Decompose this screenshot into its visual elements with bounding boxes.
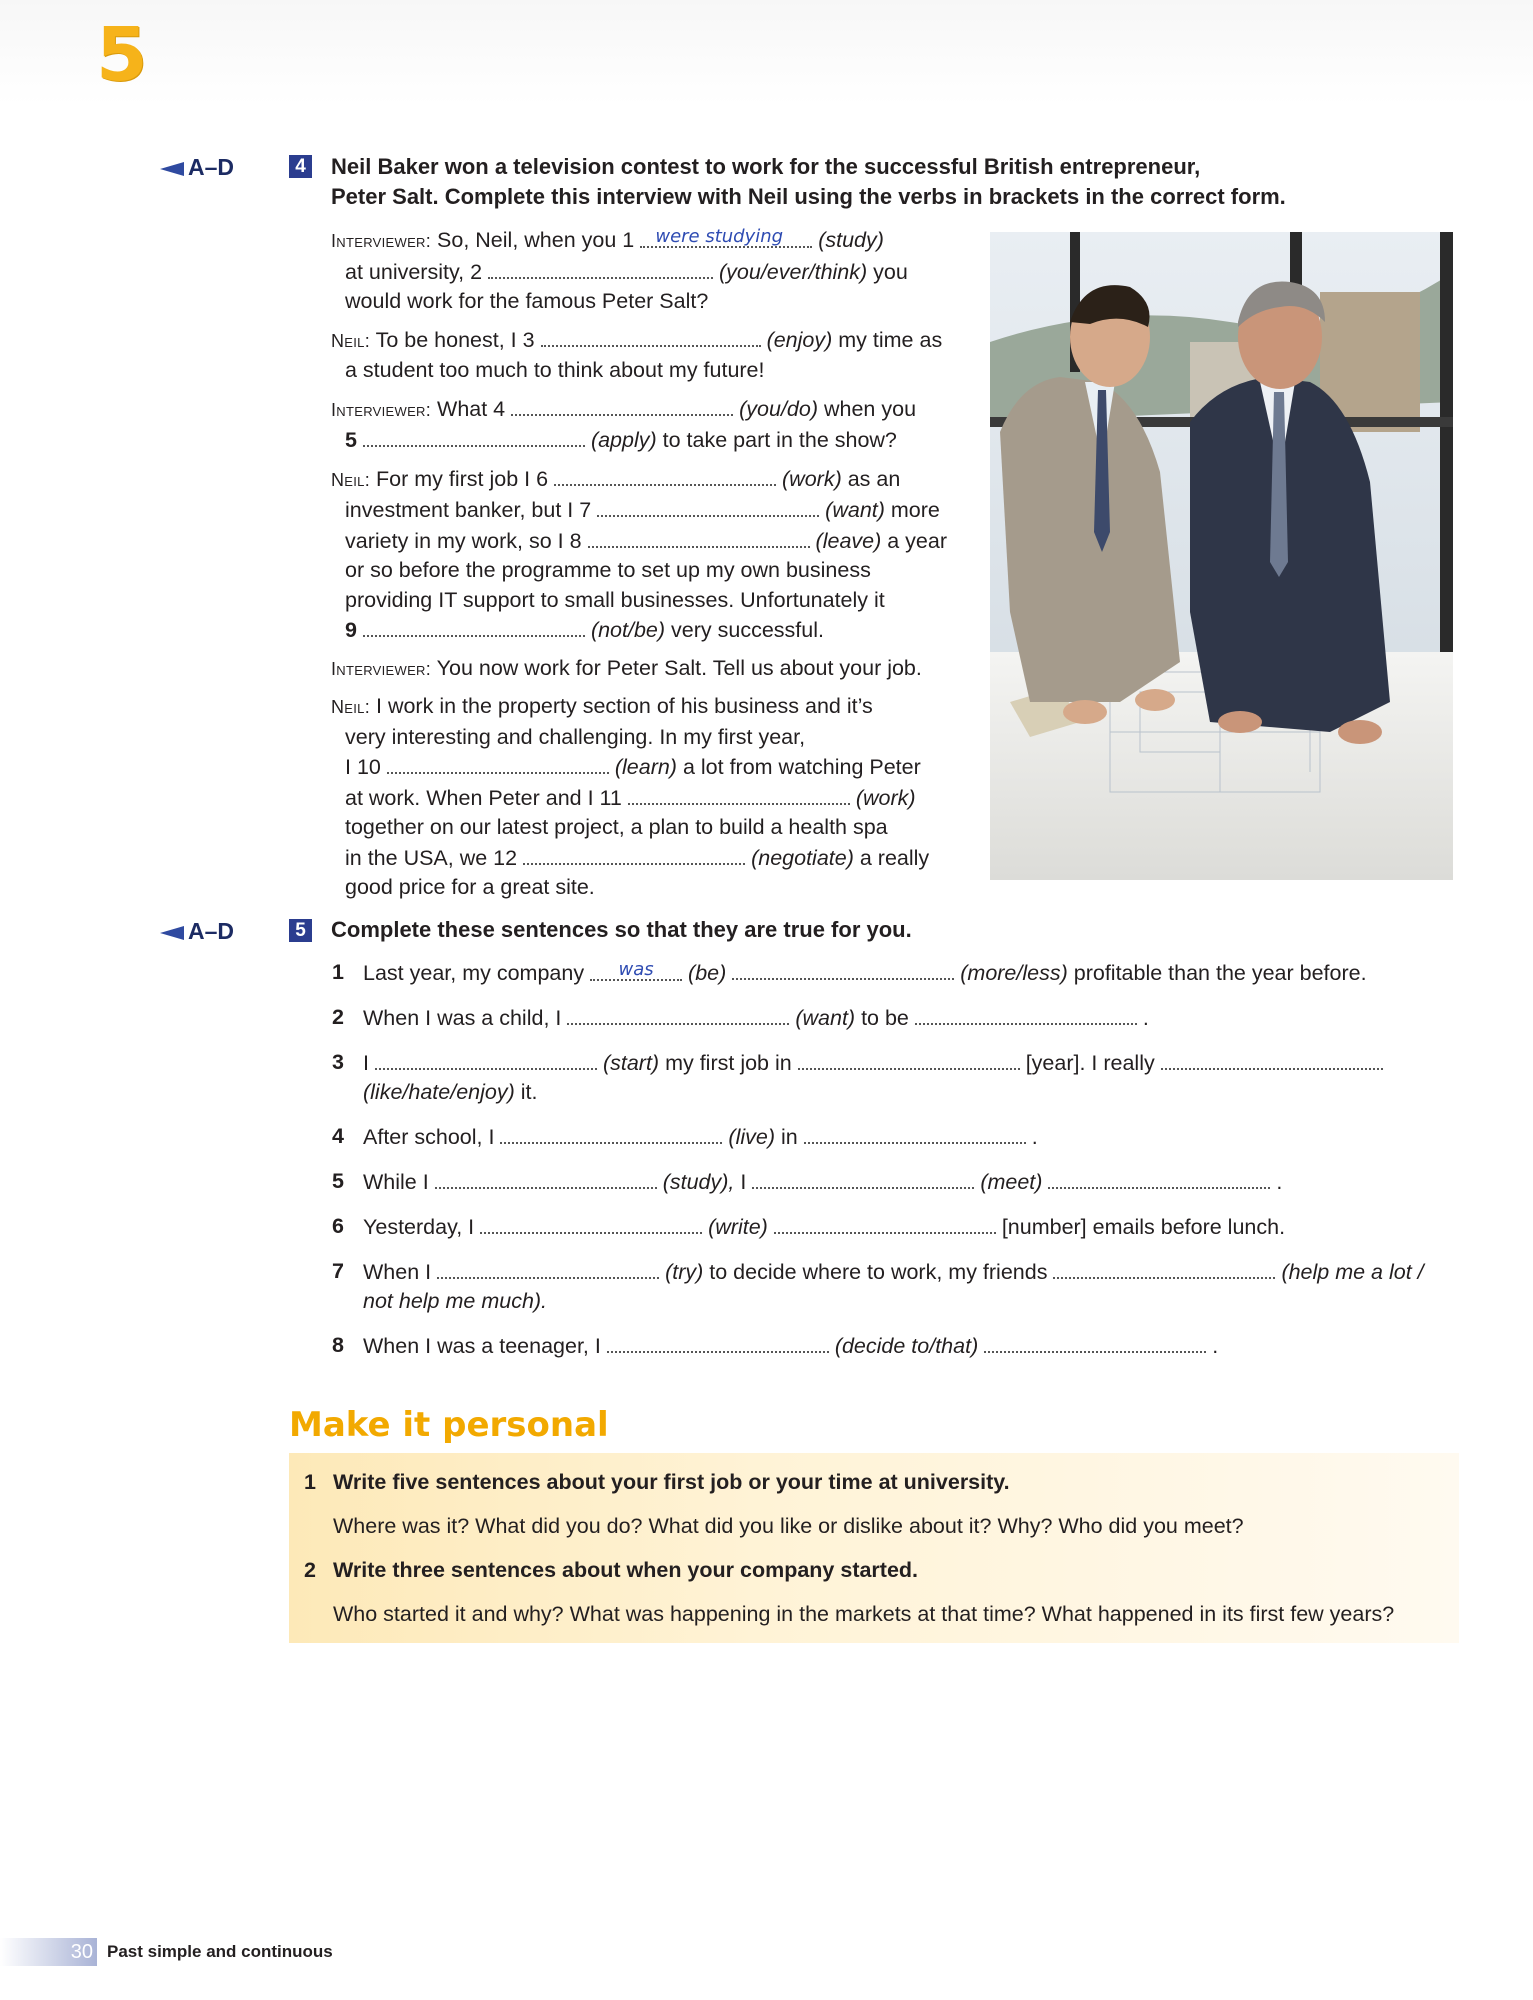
sentence-number: 1	[332, 960, 344, 984]
dialog-text: I 10	[345, 755, 381, 779]
speaker-interviewer: Interviewer:	[331, 399, 432, 420]
sentence-6-blank-1[interactable]	[480, 1212, 702, 1234]
sentence-text: [year]. I really	[1025, 1051, 1155, 1075]
speaker-neil: Neil:	[331, 469, 371, 490]
dialog-text: To be honest, I 3	[375, 327, 535, 352]
top-band	[0, 0, 1533, 105]
dialog-text: For my first job I 6	[376, 466, 549, 491]
verb-prompt: (help me a lot /	[1281, 1260, 1424, 1284]
exercise-4-reference	[160, 154, 234, 181]
verb-prompt: (like/hate/enjoy)	[363, 1080, 515, 1104]
sentence-8-blank-1[interactable]	[607, 1331, 829, 1353]
dialog-text: at work. When Peter and I 11	[345, 785, 622, 810]
sentence-text: After school, I	[363, 1125, 495, 1149]
exercise-4-number: 4	[289, 155, 312, 178]
sentence-number: 5	[332, 1169, 344, 1193]
dialog-turn-neil-1	[331, 325, 971, 386]
verb-prompt: (more/less)	[960, 961, 1068, 985]
dialog-text: you	[873, 259, 908, 284]
dialog-text: to take part in the show?	[662, 428, 897, 452]
dialog-text: I work in the property section of his business and it’s	[376, 694, 873, 718]
sentence-6-blank-2[interactable]	[774, 1212, 996, 1234]
dialog-text: a lot from watching Peter	[682, 755, 921, 779]
sentence-number: 4	[332, 1124, 344, 1148]
dialog-text: 9	[345, 618, 357, 642]
dialog-turn-neil-2	[331, 464, 971, 646]
make-it-personal-item-2	[289, 1555, 1459, 1629]
sentence-1-blank-1[interactable]	[590, 959, 682, 981]
verb-prompt: (live)	[728, 1125, 776, 1149]
dialog-turn-neil-3	[331, 692, 971, 903]
speaker-neil: Neil:	[331, 697, 371, 717]
dialog-text: in the USA, we 12	[345, 845, 518, 870]
dialog-text: a really	[859, 845, 930, 870]
verb-prompt: (want)	[795, 1006, 856, 1030]
dialog-text: my time as	[838, 327, 943, 352]
verb-prompt: (learn)	[614, 755, 677, 779]
sentence-text: When I was a teenager, I	[363, 1334, 601, 1358]
dialog-text: as an	[847, 466, 901, 491]
dialog-text: variety in my work, so I 8	[345, 528, 582, 553]
dialog-text: or so before the programme to set up my own business	[345, 558, 871, 582]
dialog-text: a student too much to think about my future!	[345, 358, 765, 382]
sentence-5-blank-2[interactable]	[752, 1167, 974, 1189]
verb-prompt: (negotiate)	[751, 845, 854, 870]
dialog-text: What 4	[437, 396, 506, 421]
photo-illustration	[990, 232, 1453, 880]
sentence-2: 2 When I was a child, I (want) to be .	[332, 1005, 1149, 1030]
dialog-text: more	[890, 498, 940, 522]
make-it-personal-item-1	[289, 1467, 1459, 1541]
speaker-interviewer: Interviewer:	[331, 658, 432, 679]
make-it-personal-box	[289, 1453, 1459, 1643]
verb-prompt: (try)	[665, 1260, 704, 1284]
answer-blank-7[interactable]	[597, 495, 819, 517]
arrow-left-icon	[160, 162, 184, 176]
answer-blank-2[interactable]	[488, 257, 713, 279]
item-question: Write five sentences about your first job or your time at university.	[333, 1470, 1010, 1494]
sentence-5: 5 While I (study), I (meet) .	[332, 1169, 1283, 1194]
dialog-text: providing IT support to small businesses. Unfortunately it	[345, 587, 885, 612]
exercise-5-number: 5	[289, 919, 312, 942]
sentence-7-blank-2[interactable]	[1053, 1257, 1275, 1279]
answer-blank-5[interactable]	[363, 425, 585, 447]
verb-prompt: (study)	[818, 228, 884, 252]
verb-prompt: not help me much).	[363, 1289, 548, 1313]
item-question: Write three sentences about when your company started.	[333, 1558, 919, 1582]
sentence-8-blank-2[interactable]	[984, 1331, 1206, 1353]
businessmen-photo	[990, 232, 1453, 880]
sentence-text: When I	[363, 1260, 432, 1284]
sentence-3-blank-3[interactable]	[1161, 1048, 1383, 1070]
sentence-5-blank-1[interactable]	[435, 1167, 657, 1189]
answer-blank-9[interactable]	[363, 615, 585, 637]
verb-prompt: (work)	[855, 785, 916, 810]
exercise-4-title-line-2: Peter Salt. Complete this interview with Neil using the verbs in brackets in the correct form.	[331, 184, 1286, 209]
dialog-text: a year	[887, 528, 948, 553]
sentence-number: 2	[332, 1005, 344, 1029]
sentence-3-blank-1[interactable]	[375, 1048, 597, 1070]
sentence-text: my first job in	[665, 1051, 792, 1075]
unit-number: 5	[96, 12, 148, 98]
answer-blank-4[interactable]	[511, 394, 733, 416]
sentence-text: I	[740, 1170, 747, 1194]
sentence-text: [number] emails before lunch.	[1001, 1215, 1286, 1239]
item-number: 2	[304, 1558, 316, 1582]
dialog-turn-interviewer-3	[331, 654, 971, 685]
verb-prompt: (you/ever/think)	[719, 259, 868, 284]
handwritten-answer-was: was	[618, 959, 654, 980]
sentence-number: 7	[332, 1259, 344, 1283]
sentence-3	[331, 1048, 1481, 1107]
exercise-4-title	[331, 152, 1286, 212]
sentence-text: While I	[363, 1170, 429, 1194]
sentence-number: 8	[332, 1333, 344, 1357]
verb-prompt: (start)	[602, 1051, 660, 1075]
verb-prompt: (be)	[688, 961, 727, 985]
verb-prompt: (leave)	[815, 528, 882, 553]
exercise-4-ref-label: A–D	[188, 154, 235, 180]
dialog-text: very successful.	[671, 618, 824, 642]
sentence-4-blank-2[interactable]	[804, 1122, 1026, 1144]
verb-prompt: (meet)	[980, 1170, 1043, 1194]
verb-prompt: (work)	[782, 466, 842, 491]
item-prompt: Where was it? What did you do? What did you like or dislike about it? Why? Who did you meet?	[333, 1514, 1244, 1538]
dialog-text: together on our latest project, a plan to build a health spa	[345, 815, 888, 839]
sentence-7-blank-1[interactable]	[437, 1257, 659, 1279]
verb-prompt: (decide to/that)	[834, 1334, 979, 1358]
sentence-1-blank-2[interactable]	[732, 958, 954, 980]
sentence-number: 6	[332, 1214, 344, 1238]
verb-prompt: (study),	[662, 1170, 735, 1194]
answer-blank-12[interactable]	[523, 843, 745, 865]
sentence-text: Last year, my company	[363, 961, 585, 985]
answer-blank-6[interactable]	[554, 464, 776, 486]
answer-blank-8[interactable]	[588, 526, 810, 548]
sentence-text: I	[363, 1051, 369, 1075]
item-prompt: Who started it and why? What was happening in the markets at that time? What happened in its first few years?	[333, 1602, 1395, 1626]
answer-blank-3[interactable]	[541, 325, 761, 347]
sentence-4: 4 After school, I (live) in .	[332, 1124, 1038, 1149]
handwritten-answer-1: were studying	[655, 226, 784, 247]
sentence-text: in	[781, 1125, 798, 1149]
sentence-4-blank-1[interactable]	[500, 1122, 722, 1144]
dialog-text: good price for a great site.	[345, 875, 595, 899]
speaker-interviewer: Interviewer:	[331, 231, 432, 251]
verb-prompt: (enjoy)	[766, 327, 833, 352]
verb-prompt: (want)	[825, 498, 885, 522]
dialog-text: investment banker, but I 7	[345, 498, 592, 522]
exercise-5-ref-label: A–D	[188, 918, 235, 944]
exercise-4-title-line-1: Neil Baker won a television contest to work for the successful British entrepreneur,	[331, 154, 1201, 179]
speaker-neil: Neil:	[331, 330, 371, 351]
sentence-8: 8 When I was a teenager, I (decide to/that) .	[332, 1333, 1219, 1358]
verb-prompt: (write)	[708, 1215, 768, 1239]
sentence-number: 3	[332, 1050, 344, 1074]
dialog-text: So, Neil, when you 1	[437, 228, 635, 252]
dialog-text: very interesting and challenging. In my first year,	[345, 724, 806, 749]
dialog-text: when you	[823, 396, 917, 421]
sentence-5-blank-3[interactable]	[1048, 1167, 1270, 1189]
dialog-text: at university, 2	[345, 259, 483, 284]
page-number: 30	[0, 1938, 97, 1966]
dialog-text: would work for the famous Peter Salt?	[345, 289, 709, 313]
sentence-7	[331, 1257, 1481, 1316]
dialog-text: You now work for Peter Salt. Tell us about your job.	[436, 655, 922, 680]
section-title: Past simple and continuous	[107, 1942, 333, 1961]
exercise-5-title: Complete these sentences so that they are true for you.	[331, 917, 912, 942]
sentence-text: it.	[520, 1080, 538, 1104]
sentence-text: to be	[861, 1006, 909, 1030]
make-it-personal-title: Make it personal	[289, 1405, 609, 1445]
answer-blank-1[interactable]	[640, 226, 812, 248]
verb-prompt: (not/be)	[590, 618, 666, 642]
sentence-2-blank-1[interactable]	[567, 1003, 789, 1025]
answer-blank-10[interactable]	[387, 752, 609, 774]
sentence-1	[331, 958, 1481, 988]
answer-blank-11[interactable]	[628, 783, 850, 805]
sentence-2-blank-2[interactable]	[915, 1003, 1137, 1025]
sentence-6	[331, 1212, 1481, 1242]
sentence-text: profitable than the year before.	[1073, 961, 1367, 985]
arrow-left-icon	[160, 926, 184, 940]
dialog-turn-interviewer-2	[331, 394, 971, 456]
sentence-text: When I was a child, I	[363, 1006, 562, 1030]
dialog-text: 5	[345, 428, 357, 452]
exercise-5-reference	[160, 918, 234, 945]
sentence-text: to decide where to work, my friends	[709, 1260, 1048, 1284]
dialog-turn-interviewer-1	[331, 226, 971, 317]
verb-prompt: (you/do)	[739, 396, 818, 421]
exercise-5-sentences	[331, 958, 1481, 1376]
sentence-text: Yesterday, I	[363, 1215, 475, 1239]
verb-prompt: (apply)	[590, 428, 657, 452]
sentence-3-blank-2[interactable]	[798, 1048, 1020, 1070]
item-number: 1	[304, 1470, 316, 1494]
interview-dialog	[331, 226, 971, 911]
